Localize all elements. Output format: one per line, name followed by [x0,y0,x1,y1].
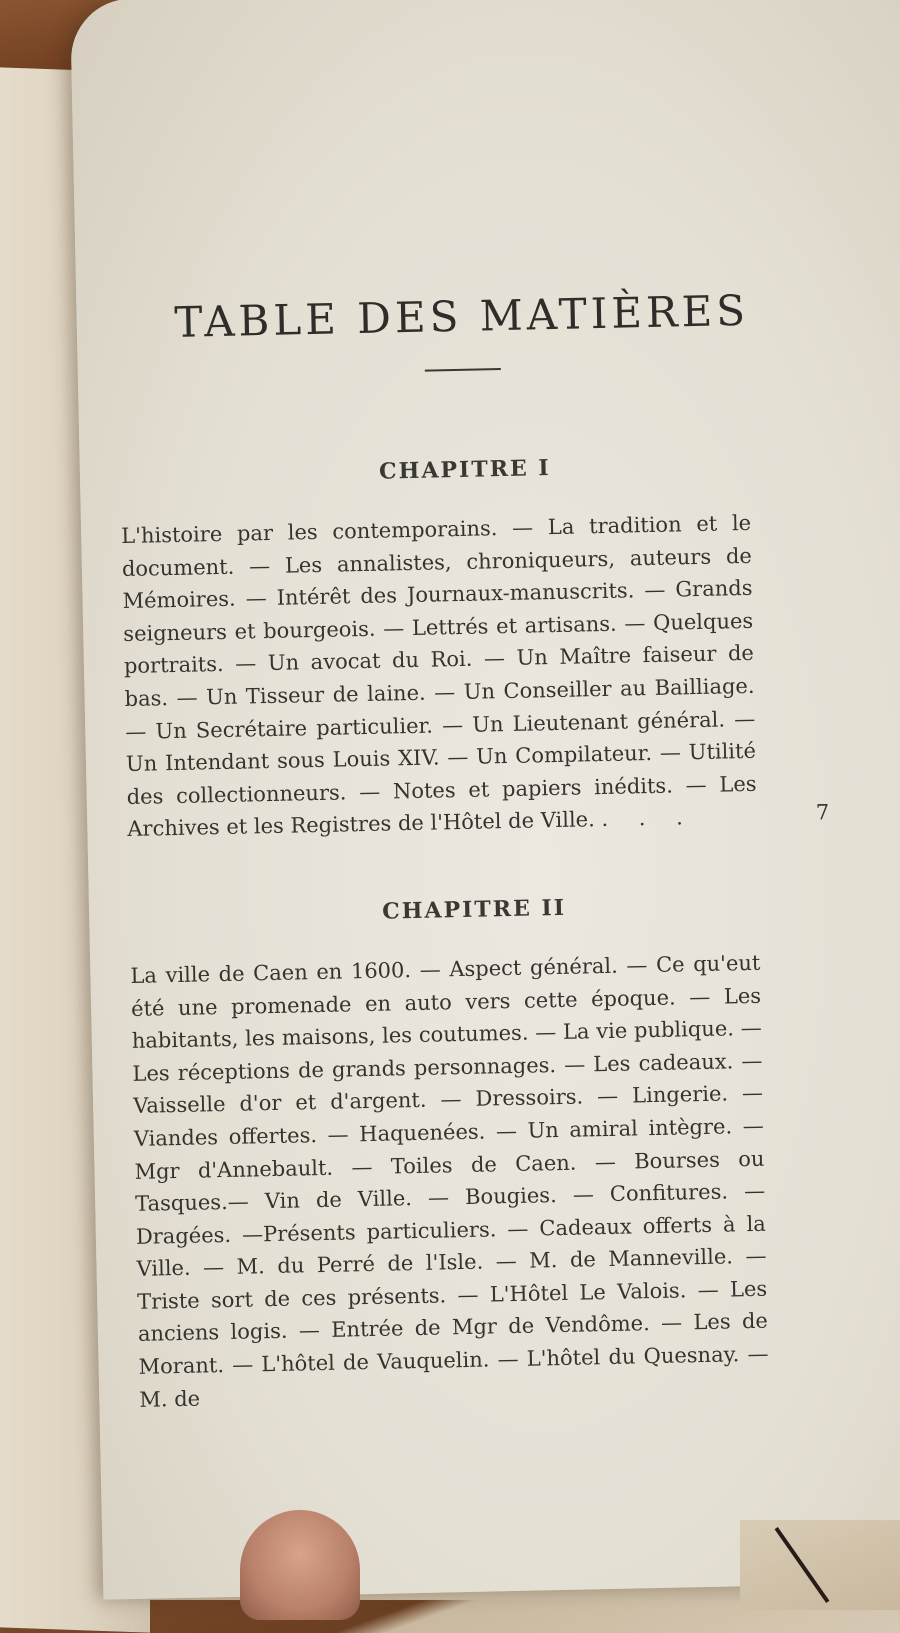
chapter-summary-text: L'histoire par les contemporains. — La tradition et le document. — Les annalistes, chroniqueurs, auteurs de Mémoires. — Intérêt des Journaux-manuscrits. — Grands seigneurs et bourgeois. — Lettrés et artisans. — Quelques portraits. — Un avocat du Roi. — Un Maître faiseur de bas. — Un Tisseur de laine. — Un Conseiller au Bailliage. — Un Secrétaire particulier. — Un Lieutenant général. — Un Intendant sous Louis XIV. — Un Compilateur. — Utilité des collectionneurs. — Notes et papiers inédits. — Les Archives et les Registres de l'Hôtel de Ville. [120,510,757,842]
thumb [240,1510,360,1620]
chapter-heading: CHAPITRE I [378,455,551,485]
chapter-summary-text: La ville de Caen en 1600. — Aspect général. — Ce qu'eut été une promenade en auto vers cette époque. — Les habitants, les maisons, les coutumes. — La vie publique. — Les réceptions de grands personnages. — Les cadeaux. — Vaisselle d'or et d'argent. — Dressoirs. — Lingerie. — Viandes offertes. — Haquenées. — Un amiral intègre. — Mgr d'Annebault. — Toiles de Caen. — Bourses ou Tasques.— Vin de Ville. — Bougies. — Confitures. — Dragées. —Présents particuliers. — Cadeaux offerts à la Ville. — M. du Perré de l'Isle. — M. de Manneville. — Triste sort de ces présents. — L'Hôtel Le Valois. — Les anciens logis. — Entrée de Mgr de Vendôme. — Les de Morant. — L'hôtel de Vauquelin. — L'hôtel du Quesnay. — M. de [130,950,769,1412]
book-page [70,0,900,1600]
page-number: 7 [815,800,830,825]
page-content [116,285,829,1416]
chapter-summary [120,506,830,846]
book-cover-corner [740,1520,900,1610]
chapter-summary [130,945,829,1416]
page-title: TABLE DES MATIÈRES [173,285,750,347]
dot-leader: . . . [601,805,696,832]
title-rule [425,368,501,372]
chapter-heading: CHAPITRE II [381,894,567,925]
